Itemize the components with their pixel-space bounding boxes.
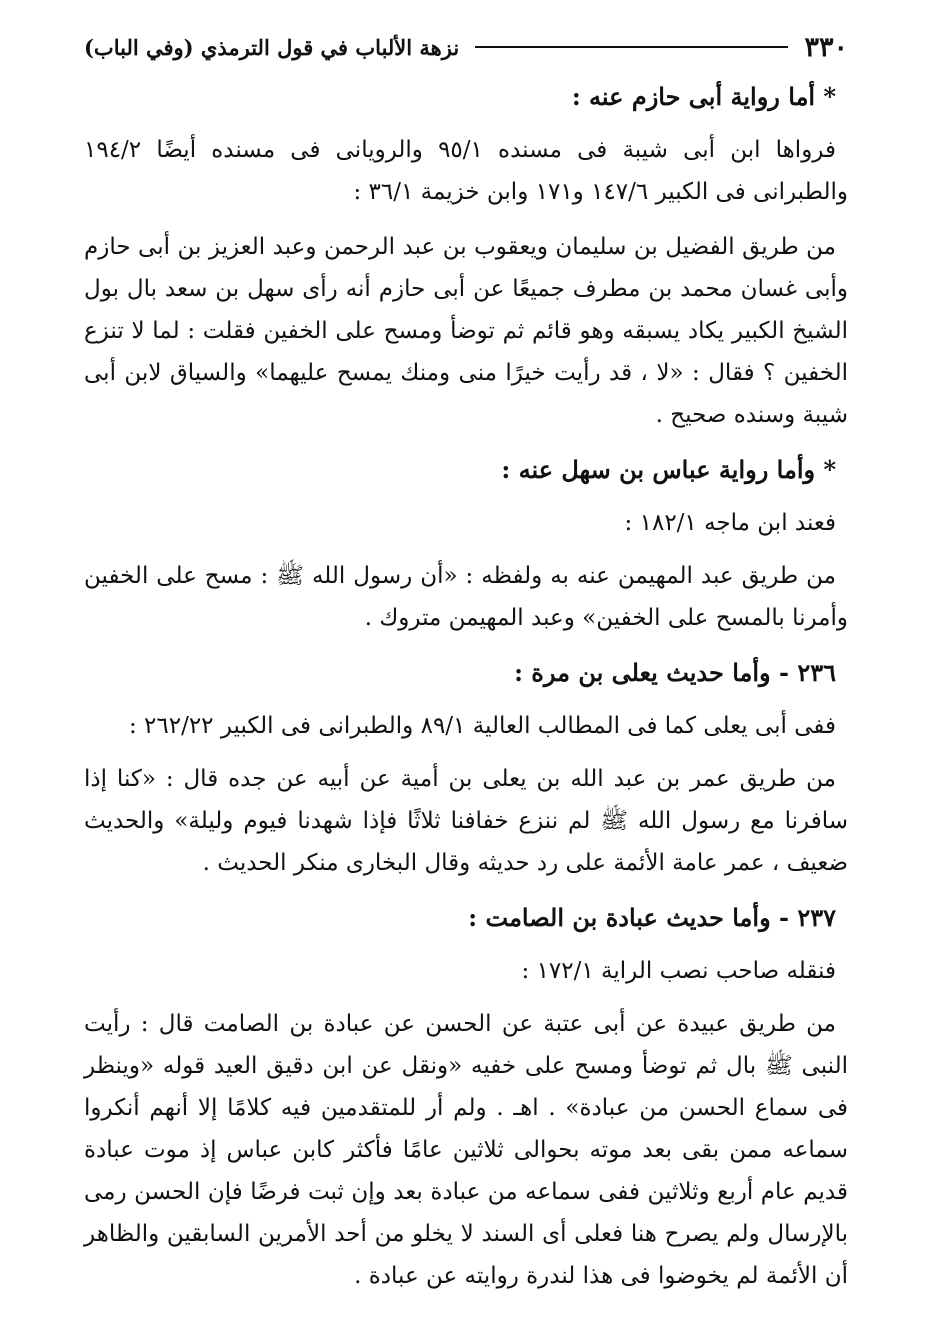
source-reference: ففى أبى يعلى كما فى المطالب العالية ٨٩/١ والطبرانى فى الكبير ٢٦٢/٢٢ : — [128, 713, 836, 739]
header-rule — [475, 46, 788, 48]
body-paragraph: من طريق عمر بن عبد الله بن يعلى بن أمية عن أبيه عن جده قال : «كنا إذا سافرنا مع رسول الله ﷺ لم ننزع خفافنا ثلاثًا فإذا شهدنا فيوم وليلة» والحديث ضعيف ، عمر عامة الأئمة على رد حديثه وقال البخارى منكر الحديث . — [84, 766, 848, 876]
body-paragraph: فرواها ابن أبى شيبة فى مسنده ٩٥/١ والرويانى فى مسنده أيضًا ١٩٤/٢ والطبرانى فى الكبير ١٤٧/٦ و١٧١ وابن خزيمة ٣٦/١ : — [84, 137, 848, 205]
body-paragraph: من طريق عبيدة عن أبى عتبة عن الحسن عن عبادة بن الصامت قال : رأيت النبى ﷺ بال ثم توضأ ومسح على خفيه «ونقل عن ابن دقيق العيد قوله «وينظر فى سماع الحسن من عبادة» . اهـ . ولم أر للمتقدمين فيه كلامًا إلا أنهم أنكروا سماعه ممن بقى بعد موته بحوالى ثلاثين عامًا فأكثر كابن عباس إذ موت عبادة قديم عام أربع وثلاثين ففى سماعه من عبادة بعد وإن ثبت فرضًا فإن الحسن رمى بالإرسال ولم يصرح هنا فعلى أى السند لا يخلو من أحد الأمرين السابقين والظاهر أن الأئمة لم يخوضوا فى هذا لندرة روايته عن عبادة . — [84, 1011, 848, 1289]
section-heading: * وأما رواية عباس بن سهل عنه : — [501, 455, 836, 484]
body-paragraph: من طريق عبد المهيمن عنه به ولفظه : «أن رسول الله ﷺ : مسح على الخفين وأمرنا بالمسح على الخفين» وعبد المهيمن متروك . — [84, 563, 848, 631]
page-body — [84, 76, 848, 1310]
hadith-heading-237: ٢٣٧ - وأما حديث عبادة بن الصامت : — [468, 903, 836, 932]
source-reference: فعند ابن ماجه ١٨٢/١ : — [624, 510, 836, 536]
hadith-heading-236: ٢٣٦ - وأما حديث يعلى بن مرة : — [514, 658, 836, 687]
running-title: نزهة الألباب في قول الترمذي (وفي الباب) — [84, 34, 460, 60]
page-header — [84, 30, 848, 64]
source-reference: فنقله صاحب نصب الراية ١٧٢/١ : — [521, 958, 836, 984]
page-number: ٣٣٠ — [804, 31, 848, 63]
body-paragraph: من طريق الفضيل بن سليمان ويعقوب بن عبد الرحمن وعبد العزيز بن أبى حازم وأبى غسان محمد بن مطرف جميعًا عن أبى حازم أنه رأى سهل بن سعد بال بول الشيخ الكبير يكاد يسبقه وهو قائم ثم توضأ ومسح على الخفين فقلت : لما لا تنزع الخفين ؟ فقال : «لا ، قد رأيت خيرًا منى ومنك يمسح عليهما» والسياق لابن أبى شيبة وسنده صحيح . — [84, 234, 848, 428]
section-heading: * أما رواية أبى حازم عنه : — [571, 82, 836, 111]
